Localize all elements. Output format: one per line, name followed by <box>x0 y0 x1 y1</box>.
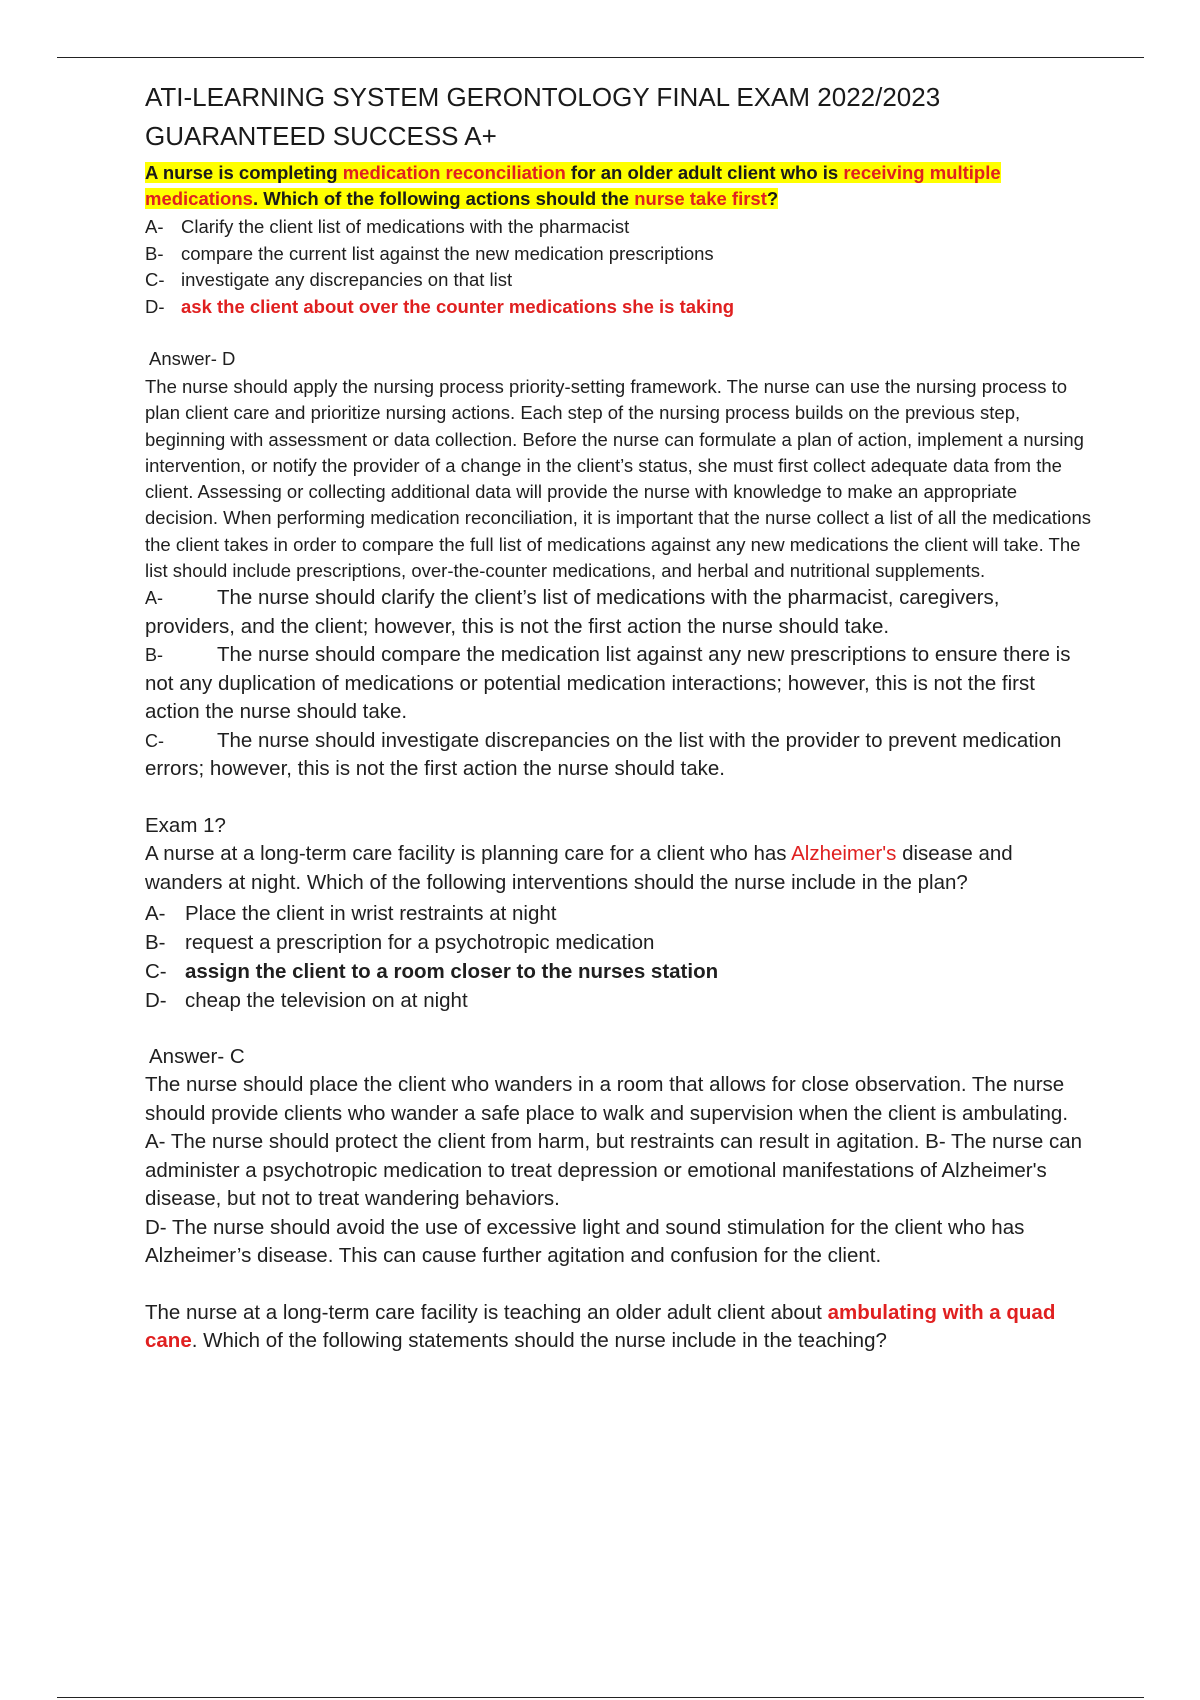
q1-correct-option: ask the client about over the counter medications she is taking <box>181 295 735 317</box>
q1-explanation: The nurse should apply the nursing process priority-setting framework. The nurse can use the nursing process to plan client care and prioritize nursing actions. Each step of the nursing process builds on the previous step, beginning with assessment or data collection. Before the nurse can formulate a plan of action, implement a nursing intervention, or notify the provider of a change in the client’s status, she must first collect adequate data from the client. Assessing or collecting additional data will provide the nurse with knowledge to make an appropriate decision. When performing medication reconciliation, it is important that the nurse collect a list of all the medications the client takes in order to compare the full list of medications against any new medications the client will take. The list should include prescriptions, over-the-counter medications, and herbal and nutritional supplements. <box>145 376 1092 582</box>
q3-stem-highlight: ambulating with a quad cane <box>145 1300 1056 1353</box>
question-2-options <box>145 899 1095 1015</box>
q2-option-d: D- cheap the television on at night <box>145 989 468 1013</box>
q1-option-d: D- ask the client about over the counter medications she is taking <box>145 294 1095 321</box>
question-3-stem: The nurse at a long-term care facility is teaching an older adult client about ambulating with a quad cane. Which of the following statements should the nurse include in the teaching? <box>145 1300 1056 1353</box>
q2-explanation: The nurse should place the client who wanders in a room that allows for close observation. The nurse should provide clients who wander a safe place to walk and supervision when the client is ambulating. <box>145 1073 1069 1125</box>
q1-stem-part: A nurse is completing <box>145 162 343 183</box>
q2-option-c: C- assign the client to a room closer to the nurses station <box>145 957 1095 986</box>
question-1-stem <box>145 160 1095 212</box>
q1-stem-highlight: medication reconciliation <box>342 162 566 183</box>
q1-option-b: B- compare the current list against the new medication prescriptions <box>145 242 714 264</box>
q1-option-a: A- Clarify the client list of medications with the pharmacist <box>145 216 630 237</box>
q1-stem-highlight: nurse take first <box>634 188 767 209</box>
q2-correct-option: assign the client to a room closer to the nurses station <box>185 960 719 984</box>
bottom-rule <box>57 1697 1144 1698</box>
q2-option-b: B- request a prescription for a psychotropic medication <box>145 931 655 955</box>
q1-stem-part: . Which of the following actions should the <box>252 188 635 209</box>
q1-rationale-c: C- The nurse should investigate discrepancies on the list with the provider to prevent medication errors; however, this is not the first action the nurse should take. <box>145 728 1062 781</box>
q1-option-c: C- investigate any discrepancies on that list <box>145 269 513 290</box>
document-title: ATI-LEARNING SYSTEM GERONTOLOGY FINAL EXAM 2022/2023 GUARANTEED SUCCESS A+ <box>145 82 941 151</box>
q1-stem-part: for an older adult client who is <box>565 162 844 183</box>
document-page <box>145 78 1095 1356</box>
q1-rationale-a: A- The nurse should clarify the client’s list of medications with the pharmacist, caregivers, providers, and the client; however, this is not the first action the nurse should take. <box>145 586 1000 638</box>
top-rule <box>57 57 1144 58</box>
question-1-options <box>145 214 1095 320</box>
q1-stem-part: ? <box>766 188 779 209</box>
q1-stem-highlight: receiving multiple medications <box>145 162 1001 209</box>
q2-answer: Answer- C <box>149 1045 245 1069</box>
question-2-stem: A nurse at a long-term care facility is planning care for a client who has Alzheimer's disease and wanders at night. Which of the following interventions should the nurse include in the plan? <box>145 842 1013 894</box>
q2-stem-highlight: Alzheimer's <box>791 842 897 866</box>
q2-rationale-ab: A- The nurse should protect the client from harm, but restraints can result in agitation. B- The nurse can administer a psychotropic medication to treat depression or emotional manifestations of Alzheimer's disease, but not to treat wandering behaviors. <box>145 1130 1083 1211</box>
q2-heading: Exam 1? <box>145 813 226 837</box>
q1-answer: Answer- D <box>149 348 236 369</box>
q2-option-a: A- Place the client in wrist restraints at night <box>145 902 557 926</box>
q1-rationale-b: B- The nurse should compare the medication list against any new prescriptions to ensure there is not any duplication of medications or potential medication interactions; however, this is not the first action the nurse should take. <box>145 643 1071 724</box>
q2-rationale-d: D- The nurse should avoid the use of excessive light and sound stimulation for the client who has Alzheimer’s disease. This can cause further agitation and confusion for the client. <box>145 1215 1025 1268</box>
